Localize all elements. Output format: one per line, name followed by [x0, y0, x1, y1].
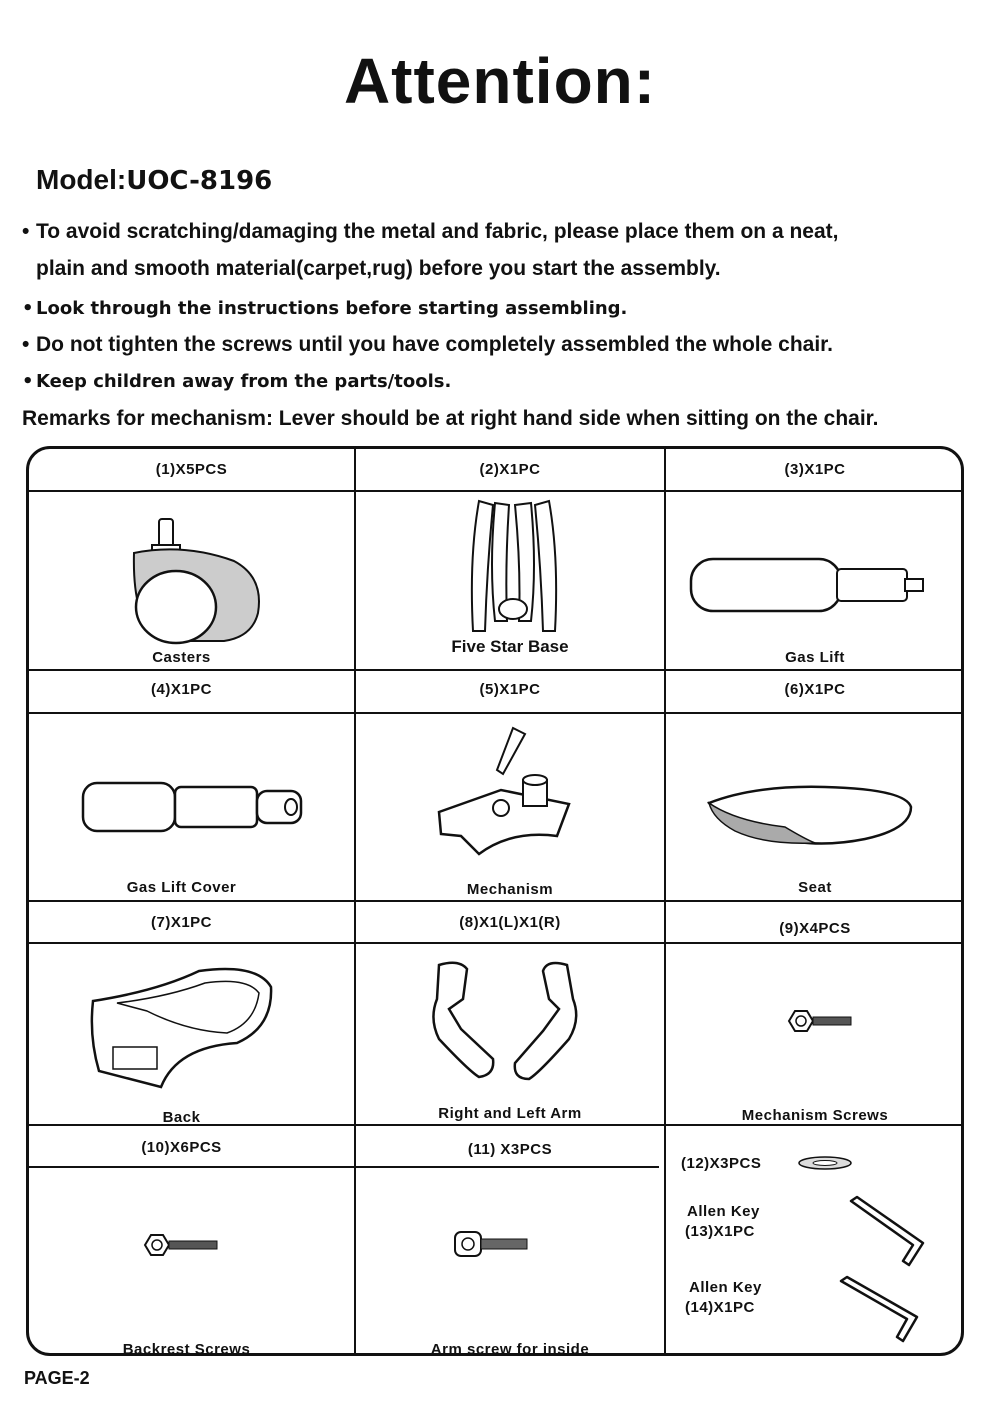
part-qty-10: (10)X6PCS: [141, 1139, 222, 1156]
bullet-1-cont: plain and smooth material(carpet,rug) before you start the assembly.: [36, 257, 721, 280]
row-divider: [29, 942, 961, 944]
bullet-3: • Do not tighten the screws until you have completely assembled the whole chair.: [22, 333, 834, 356]
part-name-2: Five Star Base: [451, 637, 569, 656]
part-name-10: Backrest Screws: [122, 1341, 251, 1358]
part-name-9: Mechanism Screws: [741, 1107, 889, 1124]
page-number: PAGE-2: [24, 1368, 90, 1388]
caster-icon: [124, 517, 264, 647]
part-qty-2: (2)X1PC: [479, 461, 541, 478]
bullet-4: • Keep children away from the parts/tools.: [22, 371, 452, 392]
column-divider: [354, 449, 356, 1353]
screw-icon: [785, 1007, 855, 1035]
row-divider: [29, 490, 961, 492]
part-qty-11: (11) X3PCS: [467, 1141, 553, 1158]
bullet-2: • Look through the instructions before starting assembling.: [22, 298, 628, 319]
screw-icon: [141, 1231, 221, 1259]
part-qty-12: (12)X3PCS: [681, 1155, 762, 1172]
row-divider: [29, 669, 961, 671]
gas-lift-icon: [689, 555, 929, 615]
row-divider: [29, 712, 961, 714]
part-qty-3: (3)X1PC: [784, 461, 846, 478]
remark: Remarks for mechanism: Lever should be at right hand side when sitting on the chair.: [22, 407, 879, 430]
five-star-base-icon: [459, 497, 569, 637]
part-name-3: Gas Lift: [785, 649, 845, 666]
model-line: [36, 164, 272, 196]
part-qty-5: (5)X1PC: [479, 681, 541, 698]
part-name-6: Seat: [798, 879, 832, 896]
part-qty-4: (4)X1PC: [150, 681, 213, 698]
part-name-1: Casters: [152, 649, 211, 666]
row-divider: [29, 900, 961, 902]
part-qty-8: (8)X1(L)X1(R): [459, 914, 561, 931]
bolt-icon: [453, 1229, 533, 1259]
row-divider: [29, 1166, 659, 1168]
part-name-7: Back: [162, 1109, 201, 1126]
mechanism-icon: [431, 724, 571, 864]
part-qty-14: (14)X1PC: [685, 1299, 755, 1316]
back-icon: [87, 967, 277, 1091]
arm-icon: [419, 959, 589, 1089]
part-name-8: Right and Left Arm: [438, 1105, 582, 1122]
seat-icon: [705, 783, 915, 853]
part-qty-6: (6)X1PC: [784, 681, 846, 698]
allen-key-13-name: Allen Key: [687, 1203, 760, 1220]
allen-key-14-name: Allen Key: [689, 1279, 762, 1296]
model-code: UOC-8196: [126, 166, 273, 196]
part-qty-7: (7)X1PC: [150, 914, 213, 931]
part-name-4: Gas Lift Cover: [126, 879, 237, 896]
model-label: Model:: [36, 164, 127, 195]
parts-table: [26, 446, 964, 1356]
allen-key-icon: [847, 1195, 937, 1267]
part-qty-1: (1)X5PCS: [155, 461, 228, 478]
page-title: Attention:: [343, 45, 657, 117]
gas-lift-cover-icon: [81, 779, 306, 835]
part-name-11: Arm screw for inside: [430, 1341, 590, 1358]
washer-icon: [797, 1155, 853, 1171]
part-qty-13: (13)X1PC: [685, 1223, 755, 1240]
part-qty-9: (9)X4PCS: [779, 920, 851, 937]
bullet-1: • To avoid scratching/damaging the metal and fabric, please place them on a neat,: [22, 220, 839, 243]
part-name-5: Mechanism: [466, 881, 554, 898]
column-divider: [664, 449, 666, 1353]
allen-key-icon: [837, 1275, 931, 1345]
